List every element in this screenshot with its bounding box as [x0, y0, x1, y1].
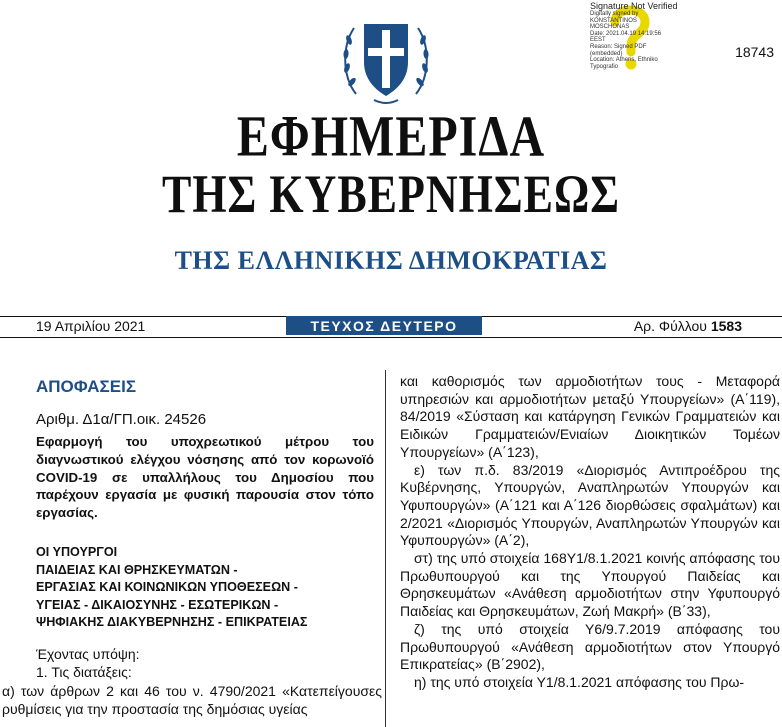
issue-date: 19 Απριλίου 2021 — [36, 318, 146, 334]
minister-line: ΨΗΦΙΑΚΗΣ ΔΙΑΚΥΒΕΡΝΗΣΗΣ - ΕΠΙΚΡΑΤΕΙΑΣ — [36, 615, 308, 630]
page-number: 18743 — [735, 44, 774, 60]
signature-line: Reason: Signed PDF — [590, 43, 647, 50]
signature-line: MOSCHONAS — [590, 24, 630, 31]
signature-title: Signature Not Verified — [590, 1, 678, 11]
sheet-label: Αρ. Φύλλου — [633, 318, 707, 334]
ministers-block — [36, 544, 376, 632]
signature-line: EEST — [590, 37, 606, 44]
signature-info — [590, 2, 680, 70]
minister-line: ΠΑΙΔΕΙΑΣ ΚΑΙ ΘΡΗΣΚΕΥΜΑΤΩΝ - — [36, 562, 238, 577]
right-column — [400, 373, 780, 692]
provisions-heading: 1. Τις διατάξεις: — [36, 664, 132, 680]
signature-line: Typografio — [590, 63, 619, 70]
paragraph-a: α) των άρθρων 2 και 46 του ν. 4790/2021 «Κατεπείγουσες ρυθμίσεις για την προστασία της δημόσιας υγείας — [2, 683, 382, 717]
gazette-title-line-2: ΤΗΣ ΚΥΒΕΡΝΗΣΕΩΣ — [161, 164, 621, 225]
paragraph: στ) της υπό στοιχεία 168Υ1/8.1.2021 κοινής απόφασης του Πρωθυπουργού και της Υπουργού Παιδείας και Θρησκευμάτων «Ανάθεση αρμοδιοτήτων στην Υφυπουργό Παιδείας και Θρησκευμάτων, Ζωή Μακρή» (Β΄33), — [400, 550, 780, 620]
signature-line: KONSTANTINOS — [590, 17, 637, 24]
issue-bar-bottom-rule — [0, 337, 782, 338]
paragraph: η) της υπό στοιχεία Υ1/8.1.2021 απόφασης του Πρω- — [414, 673, 745, 690]
paragraph: ζ) της υπό στοιχεία Υ6/9.7.2019 απόφασης του Πρωθυπουργού «Ανάθεση αρμοδιοτήτων στον Υπουργό Επικρατείας» (Β΄2902), — [400, 620, 780, 673]
signature-line: Date: 2021.04.19 14:19:56 — [590, 30, 662, 37]
decision-title: Εφαρμογή του υποχρεωτικού μέτρου του διαγνωστικού ελέγχου νόσησης από τον κορωνοϊό COVID-19 σε υπαλλήλους του Δημοσίου που παρέχουν εργασία με φυσική παρουσία στον τόπο εργασίας. — [36, 434, 374, 521]
having-in-mind: Έχοντας υπόψη: — [36, 646, 140, 662]
section-heading: ΑΠΟΦΑΣΕΙΣ — [36, 377, 137, 396]
greek-coat-of-arms-emblem — [336, 6, 436, 106]
signature-line: (embedded) — [590, 50, 623, 57]
decision-number: Αριθμ. Δ1α/ΓΠ.οικ. 24526 — [36, 411, 207, 428]
gazette-title-line-1: ΕΦΗΜΕΡΙΔΑ — [236, 104, 546, 169]
minister-line: ΥΓΕΙΑΣ - ΔΙΚΑΙΟΣΥΝΗΣ - ΕΣΩΤΕΡΙΚΩΝ - — [36, 597, 279, 612]
issue-sheet — [634, 318, 742, 335]
issue-series-badge: ΤΕΥΧΟΣ ΔΕΥΤΕΡΟ — [286, 316, 482, 335]
minister-line: ΕΡΓΑΣΙΑΣ ΚΑΙ ΚΟΙΝΩΝΙΚΩΝ ΥΠΟΘΕΣΕΩΝ - — [36, 580, 298, 595]
paragraph: και καθορισμός των αρμοδιοτήτων τους - Μεταφορά υπηρεσιών και αρμοδιοτήτων μεταξύ Υπουργείων» (Α΄119), 84/2019 «Σύσταση και κατάργηση Γενικών Γραμματειών και Ειδικών Γραμματειών/Ενιαίων Διοικητικών Τομέων Υπουργείων» (Α΄123), — [400, 373, 780, 460]
column-divider — [385, 370, 386, 727]
paragraph: ε) των π.δ. 83/2019 «Διορισμός Αντιπροέδρου της Κυβέρνησης, Υπουργών, Αναπληρωτών Υπουργών και Υφυπουργών» (Α΄121 και Α΄126 διορθώσεις σφαλμάτων) και 2/2021 «Διορισμός Υπουργών, Αναπληρωτών Υπουργών και Υφυπουργών» (Α΄2), — [400, 461, 780, 549]
signature-line: Location: Athens, Ethniko — [590, 57, 658, 64]
signature-line: Digitally signed by — [590, 11, 639, 17]
sheet-number: 1583 — [710, 318, 742, 334]
gazette-subtitle: ΤΗΣ ΕΛΛΗΝΙΚΗΣ ΔΗΜΟΚΡΑΤΙΑΣ — [174, 246, 608, 275]
minister-line: ΟΙ ΥΠΟΥΡΓΟΙ — [36, 545, 118, 559]
